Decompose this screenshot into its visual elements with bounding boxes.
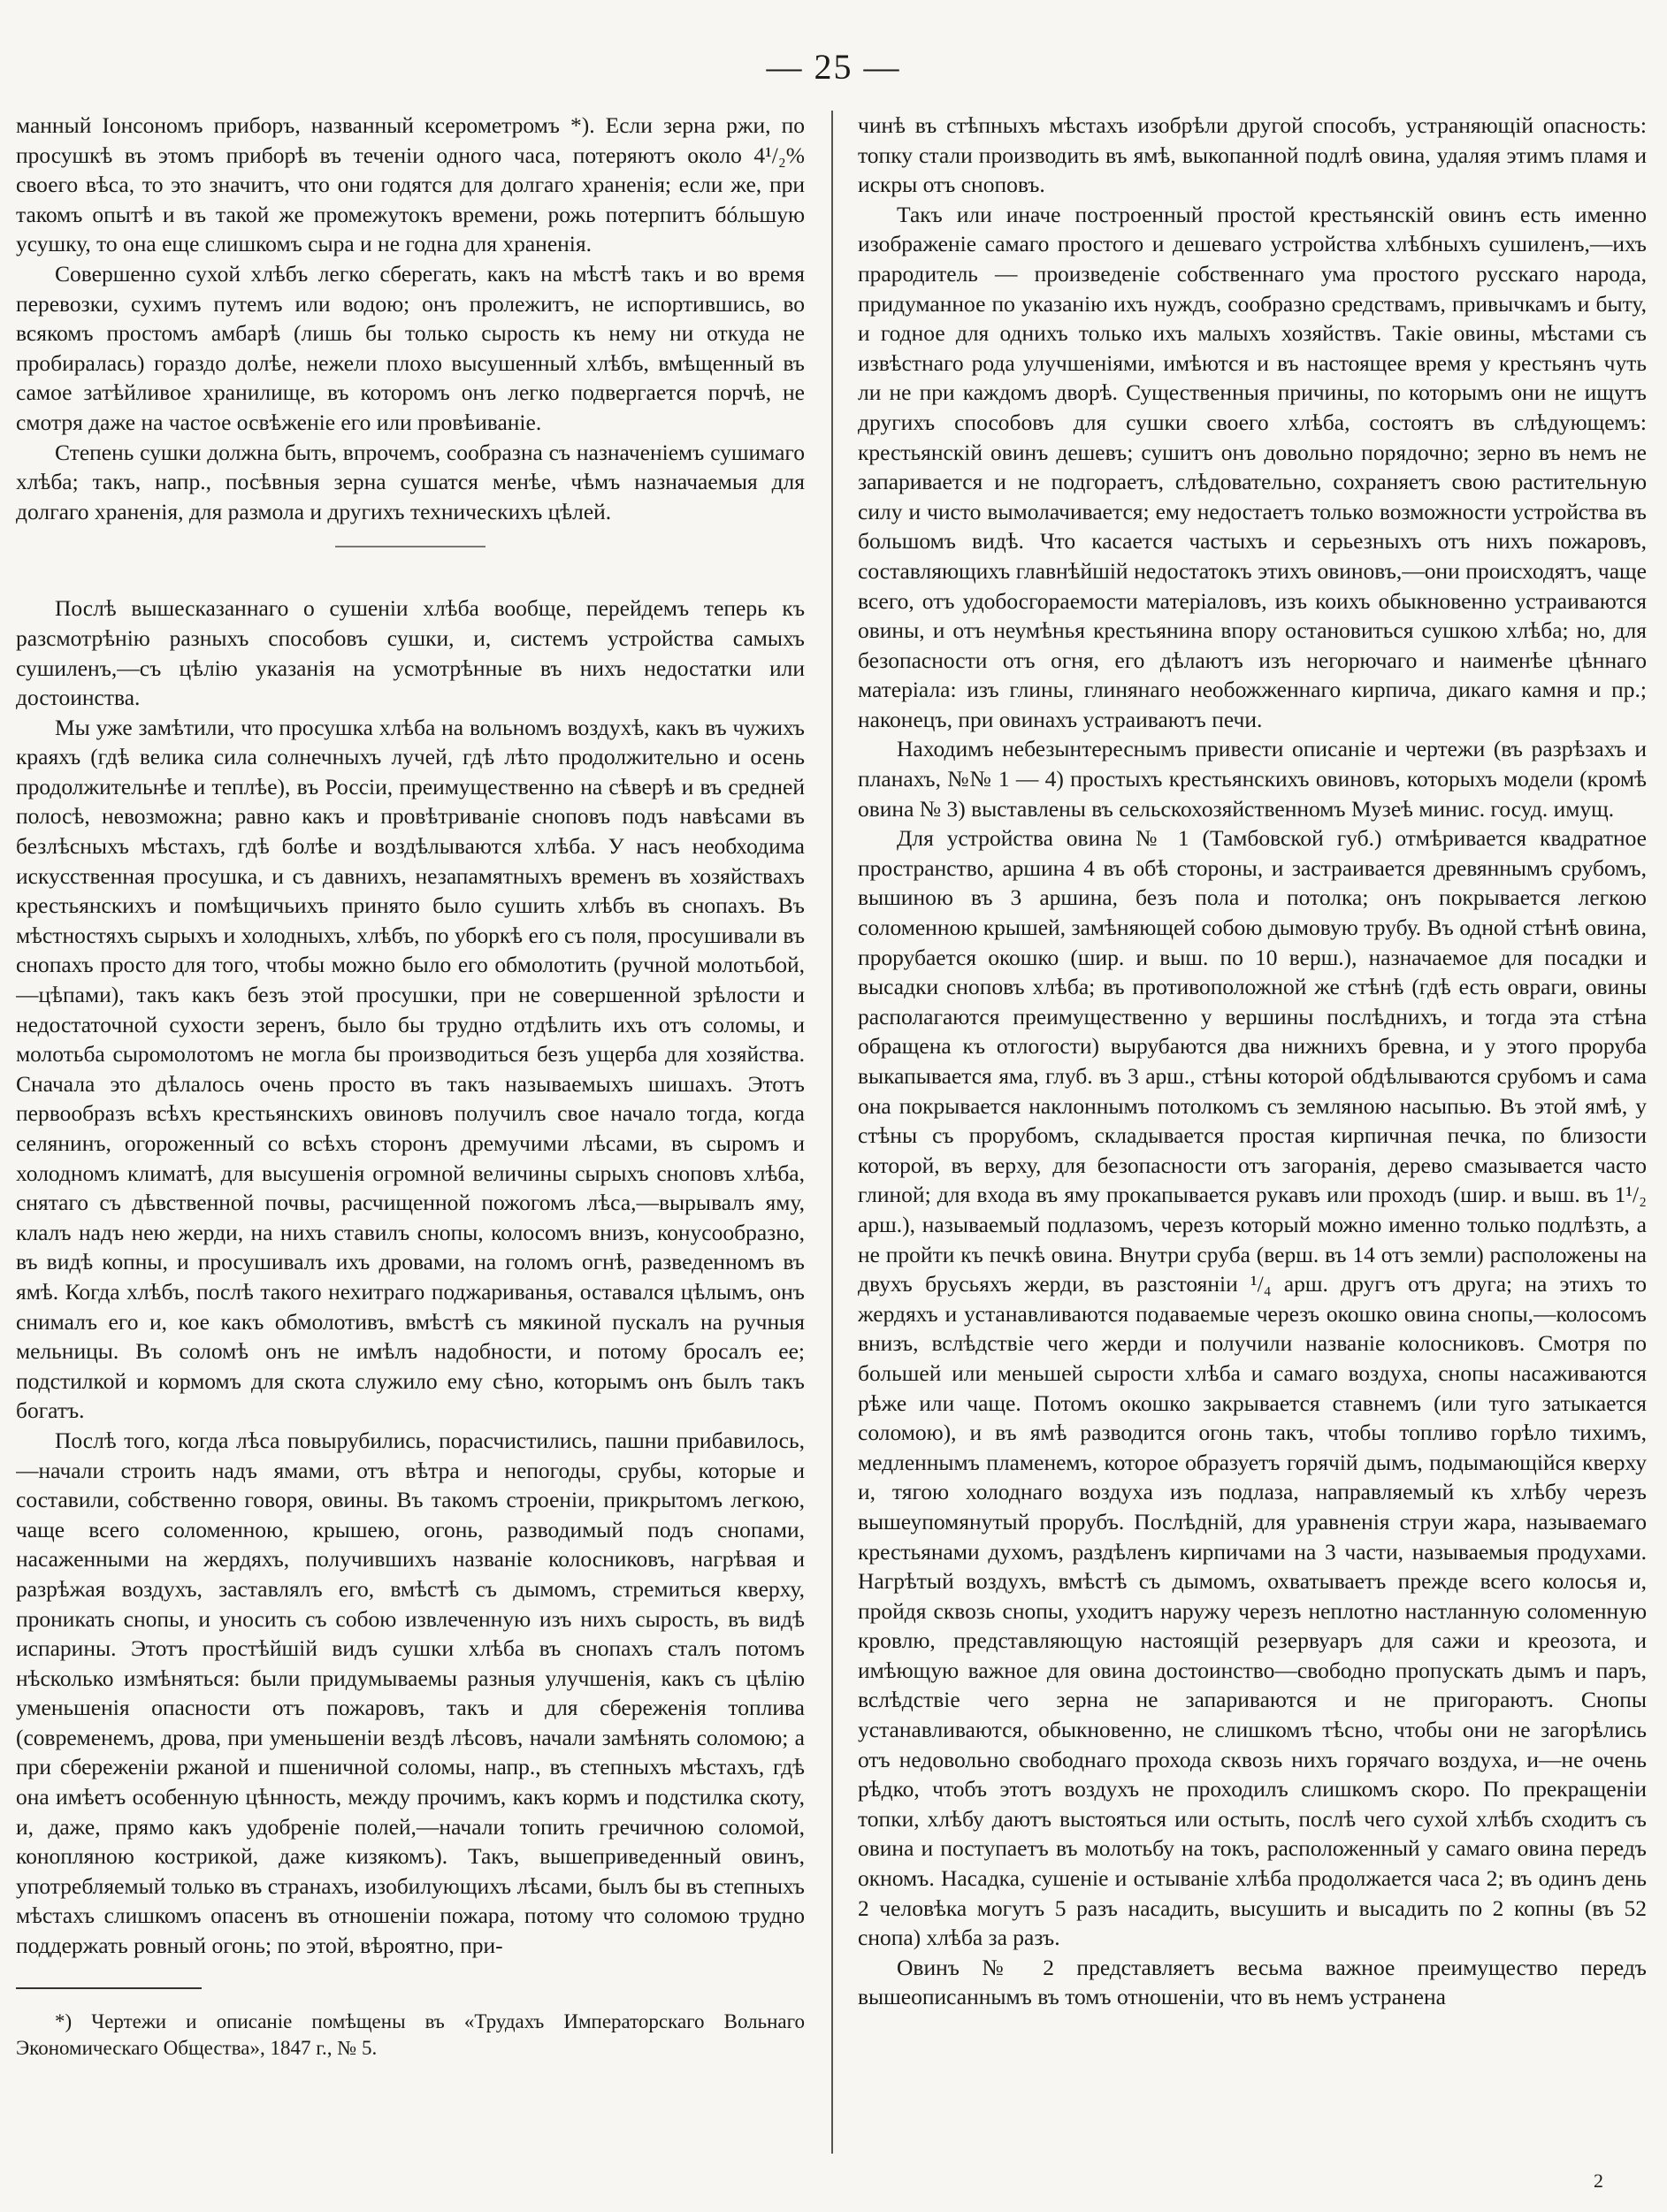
paragraph: манный Іонсономъ приборъ, названный ксерометромъ *). Если зерна ржи, по просушкѣ въ этомъ приборѣ въ теченіи одного часа, потеряютъ около 4¹/₂% своего вѣса, то это значитъ, что они годятся для долгаго храненія; если же, при такомъ опытѣ и въ такой же промежутокъ времени, рожь потерпитъ бóльшую усушку, то она еще слишкомъ сыра и не годна для храненія.	[16, 112, 805, 257]
signature-mark: 2	[1594, 2170, 1603, 2192]
paragraph: Находимъ небезынтереснымъ привести описаніе и чертежи (въ разрѣзахъ и планахъ, №№ 1 — 4) простыхъ крестьянскихъ овиновъ, которыхъ модели (кромѣ овина № 3) выставлены въ сельскохозяйственномъ Музеѣ минис. госуд. имущ.	[858, 736, 1647, 822]
paragraph: Степень сушки должна быть, впрочемъ, сообразна съ назначеніемъ сушимаго хлѣба; такъ, напр., посѣвныя зерна сушатся менѣе, чѣмъ назначаемыя для долгаго храненія, для размола и другихъ техническихъ цѣлей.	[16, 439, 805, 524]
paragraph: Овинъ № 2 представляетъ весьма важное преимущество передъ вышеописаннымъ въ томъ отношеніи, что въ немъ устранена	[858, 1954, 1647, 2010]
paragraph: Послѣ того, когда лѣса повырубились, порасчистились, пашни прибавилось,—начали строить надъ ямами, отъ вѣтра и непогоды, срубы, которые и составили, собственно говоря, овины. Въ такомъ строеніи, прикрытомъ легкою, чаще всего соломенною, крышею, огонь, разводимый подъ снопами, насаженными на жердяхъ, получившихъ названіе колосниковъ, нагрѣвая и разрѣжая воздухъ, заставлялъ его, вмѣстѣ съ дымомъ, стремиться кверху, проникать снопы, и уносить съ собою извлеченную изъ нихъ сырость, въ видѣ испарины. Этотъ простѣйшій видъ сушки хлѣба въ снопахъ сталъ потомъ нѣсколько измѣняться: были придумываемы разныя улучшенія, какъ съ цѣлію уменьшенія опасности отъ пожаровъ, такъ и для сбереженія топлива (современемъ, дрова, при уменьшеніи вездѣ лѣсовъ, начали замѣнять соломою; а при сбереженіи ржаной и пшеничной соломы, напр., въ степныхъ мѣстахъ, гдѣ она имѣетъ особенную цѣнность, между прочимъ, какъ кормъ и подстилка скоту, и, даже, прямо какъ удобреніе полей,—начали топить гречичною соломой, конопляною кострикой, даже кизякомъ). Такъ, вышеприведенный овинъ, употребляемый только въ странахъ, изобилующихъ лѣсами, былъ бы въ степныхъ мѣстахъ слишкомъ опасенъ въ отношеніи пожара, потому что соломою трудно поддержать ровный огонь; по этой, вѣроятно, при-	[16, 1427, 805, 1959]
footnote-rule	[16, 1987, 202, 1989]
right-column	[858, 111, 1647, 2145]
section-divider	[335, 546, 486, 547]
paragraph: Мы уже замѣтили, что просушка хлѣба на вольномъ воздухѣ, какъ въ чужихъ краяхъ (гдѣ велика сила солнечныхъ лучей, гдѣ лѣто продолжительно и осень продолжительнѣе и теплѣе), въ Россіи, преимущественно на сѣверѣ и въ средней полосѣ, невозможна; равно какъ и провѣтриваніе сноповъ подъ навѣсами въ безлѣсныхъ мѣстахъ, гдѣ болѣе и воздѣлываются хлѣба. У насъ необходима искусственная просушка, и съ давнихъ, незапамятныхъ временъ въ хозяйствахъ крестьянскихъ и помѣщичьихъ принято было сушить хлѣбъ въ снопахъ. Въ мѣстностяхъ сырыхъ и холодныхъ, хлѣбъ, по уборкѣ его съ поля, просушивали въ снопахъ просто для того, чтобы можно было его обмолотить (ручной молотьбой,—цѣпами), такъ какъ безъ этой просушки, при не совершенной зрѣлости и недостаточной сухости зеренъ, было бы трудно отдѣлить ихъ отъ соломы, и молотьба сыромолотомъ не могла бы производиться безъ ущерба для хозяйства. Сначала это дѣлалось очень просто въ такъ называемыхъ шишахъ. Этотъ первообразъ всѣхъ крестьянскихъ овиновъ получилъ свое начало тогда, когда селянинъ, огороженный со всѣхъ сторонъ дремучими лѣсами, въ сыромъ и холодномъ климатѣ, для высушенія огромной величины сырыхъ сноповъ хлѣба, снятаго съ дѣвственной почвы, расчищенной пожогомъ лѣса,—вырывалъ яму, клалъ надъ нею жерди, на нихъ ставилъ снопы, колосомъ внизъ, конусообразно, въ видѣ копны, и просушивалъ ихъ дровами, на голомъ огнѣ, разведенномъ въ ямѣ. Когда хлѣбъ, послѣ такого нехитраго поджариванья, оставался цѣлымъ, онъ снималъ его и, кое какъ обмолотивъ, вмѣстѣ съ мякиной пускалъ на ручныя мельницы. Въ соломѣ онъ не имѣлъ надобности, и потому бросалъ ее; подстилкой и кормомъ для скота служило ему сѣно, которымъ онъ былъ такъ богатъ.	[16, 714, 805, 1424]
paragraph: Для устройства овина № 1 (Тамбовской губ.) отмѣривается квадратное пространство, аршина 4 въ обѣ стороны, и застраивается древяннымъ срубомъ, вышиною въ 3 аршина, безъ пола и потолка; онъ покрывается легкою соломенною крышей, замѣняющей собою дымовую трубу. Въ одной стѣнѣ овина, прорубается окошко (шир. и выш. по 10 верш.), назначаемое для посадки и высадки сноповъ хлѣба; въ противоположной же стѣнѣ (гдѣ есть овраги, овины располагаются преимущественно у вершины послѣднихъ, и тогда эта стѣна обращена къ отлогости) вырубаются два нижнихъ бревна, и у этого проруба выкапывается яма, глуб. въ 3 арш., стѣны которой обдѣлываются срубомъ и сама она покрывается наклоннымъ потолкомъ съ земляною насыпью. Въ этой ямѣ, у стѣны съ прорубомъ, складывается простая кирпичная печка, по близости которой, въ верху, для безопасности отъ загоранія, дерево смазывается часто глиной; для входа въ яму прокапывается рукавъ или проходъ (шир. и выш. въ 1¹/₂ арш.), называемый подлазомъ, черезъ который можно именно только подлѣзть, а не пройти къ печкѣ овина. Внутри сруба (верш. въ 14 отъ земли) расположены на двухъ брусьяхъ жерди, въ разстояніи ¹/₄ арш. другъ отъ друга; на этихъ то жердяхъ и устанавливаются подаваемые черезъ окошко овина снопы,—колосомъ внизъ, вслѣдствіе чего жерди и получили названіе колосниковъ. Смотря по большей или меньшей сырости хлѣба и самаго воздуха, снопы насаживаются рѣже или чаще. Потомъ окошко закрывается ставнемъ (или туго затыкается соломою), и въ ямѣ разводится огонь такъ, чтобы топливо горѣло тихимъ, медленнымъ пламенемъ, которое образуетъ горячій дымъ, подымающійся кверху и, тягою холоднаго воздуха изъ подлаза, направляемый къ хлѣбу черезъ вышеупомянутый прорубъ. Послѣдній, для уравненія струи жара, называемаго крестьянами духомъ, раздѣленъ кирпичами на 3 части, называемыя продухами. Нагрѣтый воздухъ, вмѣстѣ съ дымомъ, охватываетъ прежде всего колосья и, пройдя сквозь снопы, уходитъ наружу черезъ неплотно настланную соломенную кровлю, представляющую настоящій резервуаръ для сажи и креозота, и имѣющую важное для овина достоинство—свободно пропускать дымъ и паръ, вслѣдствіе чего зерна не запариваются и не пригораютъ. Снопы устанавливаются, обыкновенно, не слишкомъ тѣсно, чтобы они не загорѣлись отъ недовольно свободнаго прохода сквозь нихъ горячаго воздуха, и—не очень рѣдко, чтобъ этотъ воздухъ не проходилъ слишкомъ скоро. По прекращеніи топки, хлѣбу даютъ выстояться или остыть, послѣ чего сухой хлѣбъ сходитъ съ овина и поступаетъ въ молотьбу на токъ, расположенный у самаго овина передъ окномъ. Насадка, сушеніе и остываніе хлѣба продолжается часа 2; въ одинъ день 2 человѣка могутъ 5 разъ насадить, высушить и высадить по 2 копны (въ 52 снопа) хлѣба за разъ.	[858, 825, 1647, 1951]
paragraph: Совершенно сухой хлѣбъ легко сберегать, какъ на мѣстѣ такъ и во время перевозки, сухимъ путемъ или водою; онъ пролежитъ, не испортившись, во всякомъ простомъ амбарѣ (лишь бы только сырость къ нему ни откуда не пробиралась) гораздо долѣе, нежели плохо высушенный хлѣбъ, вмѣщенный въ самое затѣйливое хранилище, въ которомъ онъ легко подвергается порчѣ, не смотря даже на частое освѣженіе его или провѣиваніе.	[16, 260, 805, 435]
paragraph: Послѣ вышесказаннаго о сушеніи хлѣба вообще, перейдемъ теперь къ разсмотрѣнію разныхъ способовъ сушки, и, системъ устройства самыхъ сушиленъ,—съ цѣлію указанія на усмотрѣнные въ нихъ недостатки или достоинства.	[16, 595, 805, 711]
footnote: *) Чертежи и описаніе помѣщены въ «Трудахъ Императорскаго Вольнаго Экономическаго Общества», 1847 г., № 5.	[16, 2009, 805, 2059]
left-column	[16, 111, 805, 2145]
page-number: — 25 —	[766, 47, 901, 87]
column-divider	[831, 111, 833, 2154]
paragraph: чинѣ въ стѣпныхъ мѣстахъ изобрѣли другой способъ, устраняющій опасность: топку стали производить въ ямѣ, выкопанной подлѣ овина, удаляя этимъ пламя и искры отъ сноповъ.	[858, 112, 1647, 198]
paragraph: Такъ или иначе построенный простой крестьянскій овинъ есть именно изображеніе самаго простого и дешеваго устройства хлѣбныхъ сушиленъ,—ихъ прародитель — произведеніе собственнаго ума простого русскаго народа, придуманное по указанію ихъ нуждъ, сообразно средствамъ, привычкамъ и быту, и годное для однихъ только ихъ малыхъ хозяйствъ. Такіе овины, мѣстами съ извѣстнаго рода улучшеніями, имѣются и въ настоящее время у крестьянъ чуть ли не при каждомъ дворѣ. Существенныя причины, по которымъ они не ищутъ другихъ способовъ для сушки своего хлѣба, состоятъ въ слѣдующемъ: крестьянскій овинъ дешевъ; сушитъ онъ довольно порядочно; зерно въ немъ не запаривается и не подгораетъ, слѣдовательно, сохраняетъ свою растительную силу и чисто вымолачивается; ему недостаетъ только возможности устройства въ большомъ видѣ. Что касается частыхъ и серьезныхъ отъ нихъ пожаровъ, составляющихъ главнѣйшій недостатокъ этихъ овиновъ,—они происходятъ, чаще всего, отъ удобосгораемости матеріаловъ, изъ коихъ обыкновенно устраиваются овины, и отъ неумѣнья крестьянина впору остановиться сушкою хлѣба; но, для безопасности отъ огня, его дѣлаютъ изъ негорючаго и наименѣе цѣннаго матеріала: изъ глины, глинянаго необожженнаго кирпича, дикаго камня и пр.; наконецъ, при овинахъ устраиваютъ печи.	[858, 201, 1647, 732]
